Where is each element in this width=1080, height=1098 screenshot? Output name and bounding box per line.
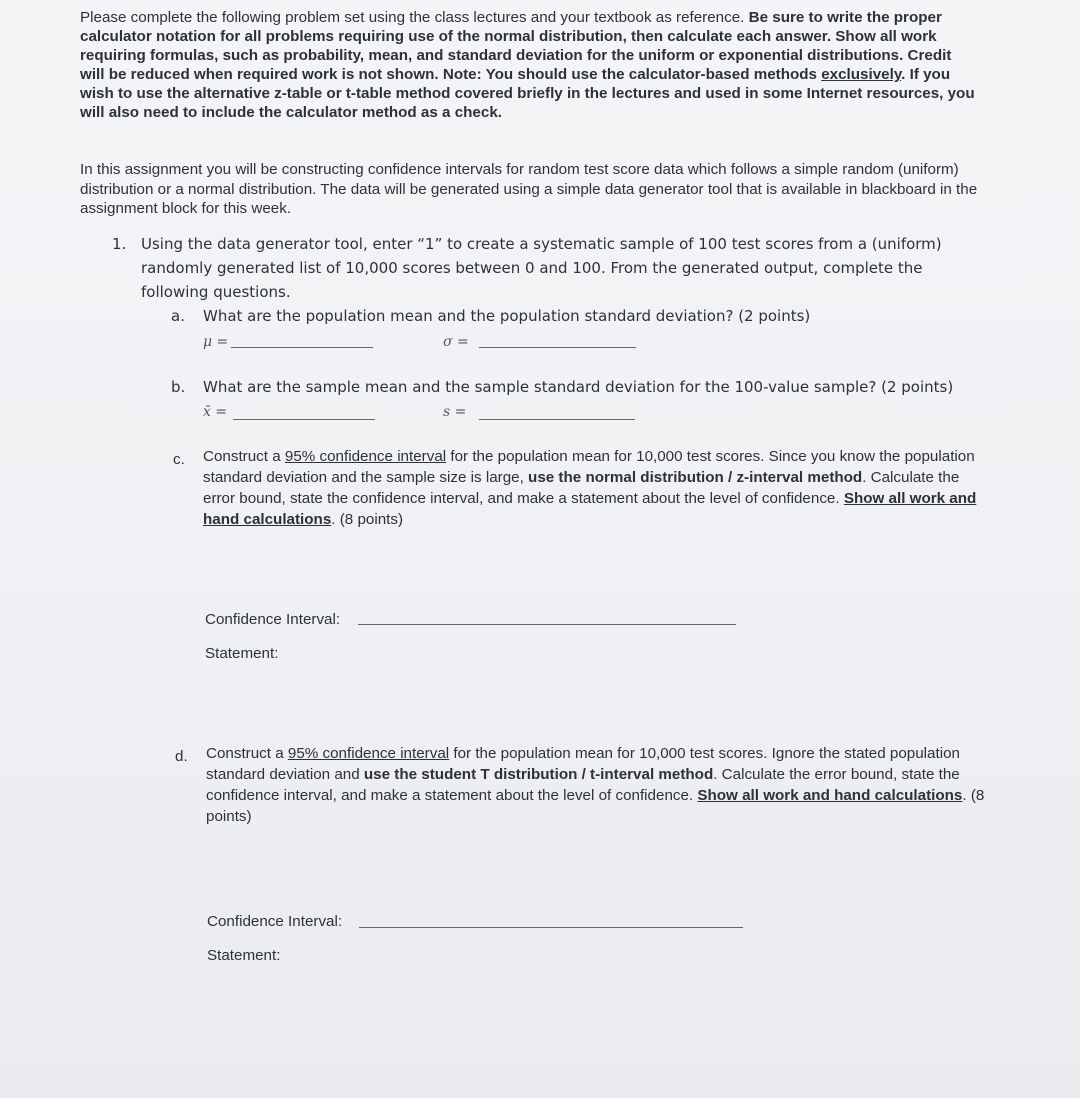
question-c-points: . (8 points) <box>331 511 404 528</box>
question-a-text: What are the population mean and the population standard deviation? (2 points) <box>203 307 811 325</box>
question-c-text-5: . Calculate the error bound, state the confidence interval, and make a statement about the level of confidence. <box>203 469 960 507</box>
s-label: s = <box>443 404 467 420</box>
question-c-ci-label: Confidence Interval: <box>205 611 341 628</box>
mu-label: μ = <box>203 334 229 350</box>
question-d-text-1: Construct a <box>206 745 288 762</box>
question-1-number: 1. <box>112 235 127 253</box>
question-d-points: . (8 points) <box>206 787 985 825</box>
question-c-text-1: Construct a <box>203 448 285 465</box>
sigma-answer-line[interactable] <box>479 347 636 348</box>
question-d-text-3: for the population mean for 10,000 test scores. Ignore the stated population standard deviation and <box>206 745 960 783</box>
intro-paragraph: In this assignment you will be constructing confidence intervals for random test score data which follows a simple random (uniform) distribution or a normal distribution. The data will be generated using a simple data generator tool that is available in blackboard in the assignment block for this week. <box>80 161 978 217</box>
question-c-text <box>203 446 978 530</box>
question-d-show-work: Show all work and hand calculations <box>697 787 963 804</box>
question-c-letter: c. <box>173 451 185 468</box>
question-c-text-3: for the population mean for 10,000 test scores. Since you know the population standard deviation and the sample size is large, <box>203 448 975 486</box>
instructions-tail: . If you wish to use the alternative z-table or t-table method covered briefly in the lectures and used in some Internet resources, you will also need to include the calculator method as a check. <box>80 66 975 121</box>
xbar-answer-line[interactable] <box>233 419 375 420</box>
question-c-ci-phrase: 95% confidence interval <box>284 448 447 465</box>
question-b-text: What are the sample mean and the sample standard deviation for the 100-value sample? (2 points) <box>203 378 954 396</box>
question-c-show-work: Show all work and hand calculations <box>203 490 977 528</box>
question-c-statement-label: Statement: <box>205 645 279 662</box>
question-d-statement-label: Statement: <box>207 947 281 964</box>
question-c-ci-answer-line[interactable] <box>358 624 736 625</box>
question-a-letter: a. <box>171 307 185 325</box>
instructions-exclusively: exclusively <box>821 66 902 83</box>
sigma-label: σ = <box>443 334 469 350</box>
instructions-bold: Be sure to write the proper calculator notation for all problems requiring use of the normal distribution, then calculate each answer. Show all work requiring formulas, such as probability, mean, and standard deviation for the uniform or exponential distributions. Credit will be reduced when required work is not shown. Note: You should use the calculator-based methods <box>80 9 952 83</box>
instructions-paragraph <box>80 8 980 122</box>
question-d-text <box>206 743 991 827</box>
question-d-ci-answer-line[interactable] <box>359 927 743 928</box>
question-d-ci-label: Confidence Interval: <box>207 913 343 930</box>
question-d-method: use the student T distribution / t-interval method <box>363 766 714 783</box>
question-d-ci-phrase: 95% confidence interval <box>287 745 450 762</box>
question-b-letter: b. <box>171 378 186 396</box>
mu-answer-line[interactable] <box>231 347 373 348</box>
question-d-text-5: . Calculate the error bound, state the confidence interval, and make a statement about the level of confidence. <box>206 766 960 804</box>
s-answer-line[interactable] <box>479 419 635 420</box>
instructions-lead: Please complete the following problem set using the class lectures and your textbook as reference. <box>80 9 749 26</box>
question-1-text: Using the data generator tool, enter “1” to create a systematic sample of 100 test scores from a (uniform) randomly generated list of 10,000 scores between 0 and 100. From the generated output, complete the following questions. <box>141 235 942 301</box>
question-c-method: use the normal distribution / z-interval method <box>528 469 863 486</box>
question-d-letter: d. <box>175 748 188 765</box>
xbar-label: x̄ = <box>203 404 228 420</box>
